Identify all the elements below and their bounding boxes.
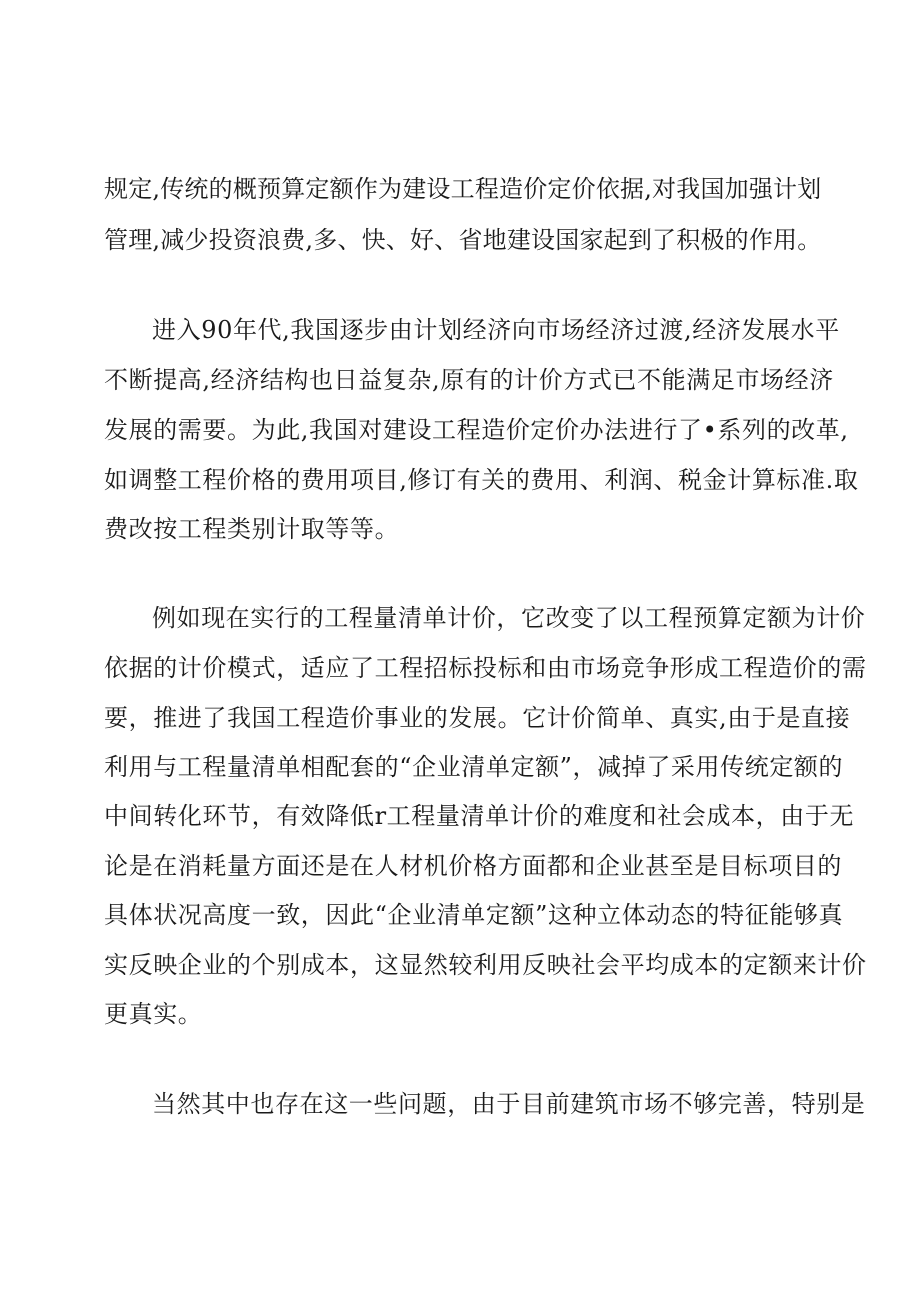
paragraph-3-line-5: 中间转化环节，有效降低r工程量清单计价的难度和社会成本，由于无 bbox=[104, 802, 855, 830]
paragraph-1-line-1: 规定,传统的概预算定额作为建设工程造价定价依据,对我国加强计划 bbox=[104, 175, 822, 203]
paragraph-2-line-1: 进入90年代,我国逐步由计划经济向市场经济过渡,经济发展水平 bbox=[152, 316, 840, 344]
paragraph-3-line-9: 更真实。 bbox=[104, 1000, 203, 1028]
paragraph-2-line-4: 如调整工程价格的费用项目,修订有关的费用、利润、税金计算标准.取 bbox=[104, 466, 859, 494]
paragraph-2-line-5: 费改按工程类别计取等等。 bbox=[104, 515, 400, 543]
paragraph-3-line-7: 具体状况高度一致，因此“企业清单定额”这种立体动态的特征能够真 bbox=[104, 901, 844, 929]
paragraph-3-line-8: 实反映企业的个别成本，这显然较利用反映社会平均成本的定额来计价 bbox=[104, 951, 867, 979]
paragraph-3-line-6: 论是在消耗量方面还是在人材机价格方面都和企业甚至是目标项目的 bbox=[104, 852, 842, 880]
paragraph-2-line-3: 发展的需要。为此,我国对建设工程造价定价办法进行了•系列的改革, bbox=[104, 416, 849, 444]
paragraph-1-line-2: 管理,减少投资浪费,多、快、好、省地建设国家起到了积极的作用。 bbox=[104, 226, 822, 254]
paragraph-3-line-2: 依据的计价模式，适应了工程招标投标和由市场竞争形成工程造价的需 bbox=[104, 654, 867, 682]
paragraph-3-line-4: 利用与工程量清单相配套的“企业清单定额”，减掉了采用传统定额的 bbox=[104, 753, 844, 781]
paragraph-3-line-1: 例如现在实行的工程量清单计价，它改变了以工程预算定额为计价 bbox=[152, 604, 866, 632]
paragraph-2-line-2: 不断提高,经济结构也日益复杂,原有的计价方式已不能满足市场经济 bbox=[104, 366, 834, 394]
paragraph-3-line-3: 要，推进了我国工程造价事业的发展。它计价简单、真实,由于是直接 bbox=[104, 704, 851, 732]
paragraph-4-line-1: 当然其中也存在这一些问题，由于目前建筑市场不够完善，特别是 bbox=[152, 1090, 866, 1118]
